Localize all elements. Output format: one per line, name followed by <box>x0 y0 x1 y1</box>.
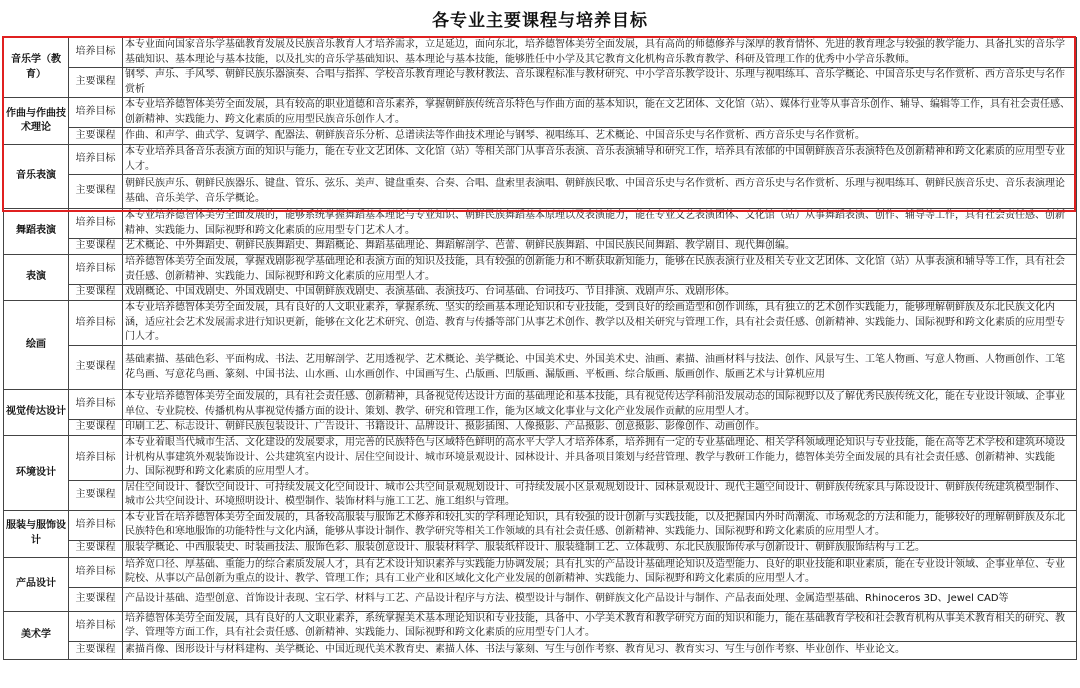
goal-row <box>4 301 1077 346</box>
course-text: 居住空间设计、餐饮空间设计、可持续发展文化空间设计、城市公共空间景观规划设计、可持续发展小区景观规划设计、园林景观设计、现代主题空间设计、朝鲜族传统家具与陈设设计、朝鲜族传统建筑模型制作、城市公共空间设计、环境照明设计、模型制作、装饰材料与施工工艺、施工组织与管理。 <box>123 480 1077 510</box>
goal-text: 本专业培养德智体美劳全面发展的，能够系统掌握舞蹈基本理论与专业知识、朝鲜民族舞蹈基本原理以及表演能力，能在专业文艺表演团体、文化馆（站）从事舞蹈表演、创作、辅导等工作，具有社会责任感、创新精神、实践能力、国际视野和跨文化素质的应用型专门艺术人才。 <box>123 209 1077 239</box>
goal-label: 培养目标 <box>69 390 123 420</box>
course-text: 钢琴、声乐、手风琴、朝鲜民族乐器演奏、合唱与指挥、学校音乐教育理论与教材教法、音乐课程标准与教材研究、中小学音乐教学设计、乐理与视唱练耳、音乐学概论、中国音乐史与名作赏析、西方音乐史与名作赏析 <box>123 68 1077 98</box>
goal-text: 培养德智体美劳全面发展，掌握戏剧影视学基础理论和表演方面的知识及技能，具有较强的创新能力和不断获取新知能力，能够在民族表演行业及相关专业文艺团体、文化馆（站）从事表演和辅导等工作，具有社会责任感、创新精神、实践能力、国际视野和跨文化素质的应用型人才。 <box>123 255 1077 285</box>
goal-row <box>4 436 1077 481</box>
goal-label: 培养目标 <box>69 301 123 346</box>
goal-row <box>4 510 1077 540</box>
major-name: 音乐学（教育） <box>4 38 69 98</box>
course-row <box>4 540 1077 557</box>
goal-row <box>4 255 1077 285</box>
goal-row <box>4 390 1077 420</box>
course-text: 作曲、和声学、曲式学、复调学、配器法、朝鲜族音乐分析、总谱读法等作曲技术理论与钢琴、视唱练耳、艺术概论、中国音乐史与名作赏析、西方音乐史与名作赏析。 <box>123 128 1077 145</box>
major-name: 环境设计 <box>4 436 69 511</box>
goal-label: 培养目标 <box>69 255 123 285</box>
major-name: 产品设计 <box>4 557 69 611</box>
course-row <box>4 175 1077 209</box>
major-name: 视觉传达设计 <box>4 390 69 436</box>
course-label: 主要课程 <box>69 346 123 390</box>
course-label: 主要课程 <box>69 420 123 436</box>
course-text: 素描肖像、图形设计与材料建构、美学概论、中国近现代美术教育史、素描人体、书法与篆刻、写生与创作考察、教育见习、教育实习、写生与创作考察、毕业创作、毕业论文。 <box>123 641 1077 659</box>
curriculum-table <box>3 37 1077 660</box>
course-row <box>4 587 1077 611</box>
goal-row <box>4 557 1077 587</box>
course-label: 主要课程 <box>69 540 123 557</box>
goal-label: 培养目标 <box>69 611 123 641</box>
goal-text: 培养宽口径、厚基础、重能力的综合素质发展人才，具有艺术设计知识素养与实践能力协调发展；具有扎实的产品设计基础理论知识及造型能力、良好的职业技能和职业素质，能在专业设计领域、企事业单位、专业院校、从事以产品创新为重点的设计、教学、管理工作；具有工业产业和区域化文化产业发展的创新精神、实践能力、国际视野和跨文化素质的应用型人才。 <box>123 557 1077 587</box>
course-label: 主要课程 <box>69 68 123 98</box>
major-name: 表演 <box>4 255 69 301</box>
course-row <box>4 420 1077 436</box>
goal-text: 培养德智体美劳全面发展，具有良好的人文职业素养，系统掌握美术基本理论知识和专业技能，具备中、小学美术教育和教学研究方面的知识和能力，能在基础教育学校和社会教育机构从事美术教育相关的研究、教学、管理等方面工作，具有社会责任感、创新精神、实践能力、国际视野和跨文化素质的应用型专门人才。 <box>123 611 1077 641</box>
course-row <box>4 239 1077 255</box>
course-label: 主要课程 <box>69 128 123 145</box>
goal-label: 培养目标 <box>69 209 123 239</box>
major-name: 作曲与作曲技术理论 <box>4 98 69 145</box>
course-row <box>4 641 1077 659</box>
page-title: 各专业主要课程与培养目标 <box>432 11 648 31</box>
goal-row <box>4 611 1077 641</box>
goal-text: 本专业培养德智体美劳全面发展的，具有社会责任感、创新精神，具备视觉传达设计方面的基础理论和基本技能，具有视觉传达学科前沿发展动态的国际视野以及了解优秀民族传统文化，能在专业设计领域、企事业单位、专业院校、传播机构从事视觉传播方面的设计、策划、教学、研究和管理工作，能为区域文化事业与文化产业发展作贡献的应用型人才。 <box>123 390 1077 420</box>
curriculum-table-body <box>4 38 1077 660</box>
goal-row <box>4 209 1077 239</box>
course-label: 主要课程 <box>69 587 123 611</box>
goal-label: 培养目标 <box>69 510 123 540</box>
course-text: 印刷工艺、标志设计、朝鲜民族包装设计、广告设计、书籍设计、品牌设计、摄影插图、人像摄影、产品摄影、创意摄影、影像创作、动画创作。 <box>123 420 1077 436</box>
course-row <box>4 285 1077 301</box>
course-text: 产品设计基础、造型创意、首饰设计表现、宝石学、材料与工艺、产品设计程序与方法、模型设计与制作、朝鲜族文化产品设计与制作、产品表面处理、金属造型基础、Rhinoceros 3D、Jewel CAD等 <box>123 587 1077 611</box>
course-label: 主要课程 <box>69 175 123 209</box>
goal-text: 本专业旨在培养德智体美劳全面发展的，具备较高服装与服饰艺术修养和较扎实的学科理论知识，具有较强的设计创新与实践技能，以及把握国内外时尚潮流、市场观念的方法和能力，能够较好的理解朝鲜族及东北民族特色和寒地服饰的功能特性与文化内涵，能够从事设计制作、教学研究等相关工作领域的具有社会责任感、创新精神、实践能力、国际视野和跨文化素质的应用型人才。 <box>123 510 1077 540</box>
course-text: 基础素描、基础色彩、平面构成、书法、艺用解剖学、艺用透视学、艺术概论、美学概论、中国美术史、外国美术史、油画、素描、油画材料与技法、创作、风景写生、工笔人物画、写意人物画、人物画创作、工笔花鸟画、写意花鸟画、篆刻、中国书法、山水画、山水画创作、中国画写生、凸版画、凹版画、漏版画、平板画、综合版画、版画创作、版画艺术与计算机应用 <box>123 346 1077 390</box>
course-row <box>4 480 1077 510</box>
goal-label: 培养目标 <box>69 436 123 481</box>
goal-text: 本专业培养具备音乐表演方面的知识与能力，能在专业文艺团体、文化馆（站）等相关部门从事音乐表演、音乐表演辅导和研究工作，培养具有浓郁的中国朝鲜族音乐表演特色及创新精神和跨文化素质的应用型专业人才。 <box>123 145 1077 175</box>
course-label: 主要课程 <box>69 480 123 510</box>
goal-text: 本专业培养德智体美劳全面发展，具有良好的人文职业素养，掌握系统、坚实的绘画基本理论知识和专业技能，受到良好的绘画造型和创作训练，具有独立的艺术创作实践能力，能够理解朝鲜族及东北民族文化内涵，适应社会艺术发展需求进行知识更新，能够在文化艺术研究、创造、教育与传播等部门从事艺术创作、教学以及相关研究与管理工作，具有社会责任感、创新精神、实践能力、国际视野和跨文化素质的应用型专门人才。 <box>123 301 1077 346</box>
goal-row <box>4 145 1077 175</box>
course-text: 艺术概论、中外舞蹈史、朝鲜民族舞蹈史、舞蹈概论、舞蹈基础理论、舞蹈解剖学、芭蕾、朝鲜民族舞蹈、中国民族民间舞蹈、教学剧目、现代舞创编。 <box>123 239 1077 255</box>
course-label: 主要课程 <box>69 285 123 301</box>
course-label: 主要课程 <box>69 239 123 255</box>
goal-label: 培养目标 <box>69 145 123 175</box>
course-label: 主要课程 <box>69 641 123 659</box>
goal-label: 培养目标 <box>69 557 123 587</box>
goal-text: 本专业面向国家音乐学基础教育发展及民族音乐教育人才培养需求，立足延边，面向东北，培养德智体美劳全面发展，具有高尚的师德修养与深厚的教育情怀、先进的教育理念与较强的教学能力、具备扎实的音乐学基础知识、基本理论与基本技能，以及扎实的音乐学基础知识、基本理论与基本技能，能够胜任中小学及其它教育文化机构音乐教育教学、科研及管理工作的优秀中小学音乐教师。 <box>123 38 1077 68</box>
course-text: 服装学概论、中西服装史、时装画技法、服饰色彩、服装创意设计、服装材料学、服装纸样设计、服装缝制工艺、立体裁剪、东北民族服饰传承与创新设计、朝鲜族服饰结构与工艺。 <box>123 540 1077 557</box>
course-row <box>4 346 1077 390</box>
goal-row <box>4 98 1077 128</box>
goal-text: 本专业培养德智体美劳全面发展，具有较高的职业道德和音乐素养，掌握朝鲜族传统音乐特色与作曲方面的基本知识，能在文艺团体、文化馆（站）、媒体行业等从事音乐创作、辅导、编辑等工作，具有社会责任感、创新精神、实践能力、跨文化素质的应用型民族音乐创作人才。 <box>123 98 1077 128</box>
major-name: 服装与服饰设计 <box>4 510 69 557</box>
goal-row <box>4 38 1077 68</box>
major-name: 舞蹈表演 <box>4 209 69 255</box>
major-name: 音乐表演 <box>4 145 69 209</box>
course-row <box>4 128 1077 145</box>
major-name: 美术学 <box>4 611 69 659</box>
course-text: 戏剧概论、中国戏剧史、外国戏剧史、中国朝鲜族戏剧史、表演基础、表演技巧、台词基础、台词技巧、节目排演、戏剧声乐、戏剧形体。 <box>123 285 1077 301</box>
goal-text: 本专业着眼当代城市生活、文化建设的发展要求，用完善的民族特色与区域特色鲜明的高水平大学人才培养体系，培养拥有一定的专业基础理论、相关学科领域理论知识与专业技能，能在高等艺术学校和建筑环境设计机构从事建筑外观装饰设计、公共建筑室内设计、居住空间设计、城市环境景观设计、园林设计、并具备项目策划与经营管理、教学与教研工作能力，德智体美劳全面发展的具有社会责任感、创新精神、实践能力、国际视野和跨文化素质的应用型人才。 <box>123 436 1077 481</box>
goal-label: 培养目标 <box>69 98 123 128</box>
goal-label: 培养目标 <box>69 38 123 68</box>
major-name: 绘画 <box>4 301 69 390</box>
course-row <box>4 68 1077 98</box>
course-text: 朝鲜民族声乐、朝鲜民族器乐、键盘、管乐、弦乐、美声、键盘重奏、合奏、合唱、盘索里表演唱、朝鲜族民歌、中国音乐史与名作赏析、西方音乐史与名作赏析、乐理与视唱练耳、朝鲜民族音乐史、音乐表演理论基础、音乐美学、音乐学概论。 <box>123 175 1077 209</box>
